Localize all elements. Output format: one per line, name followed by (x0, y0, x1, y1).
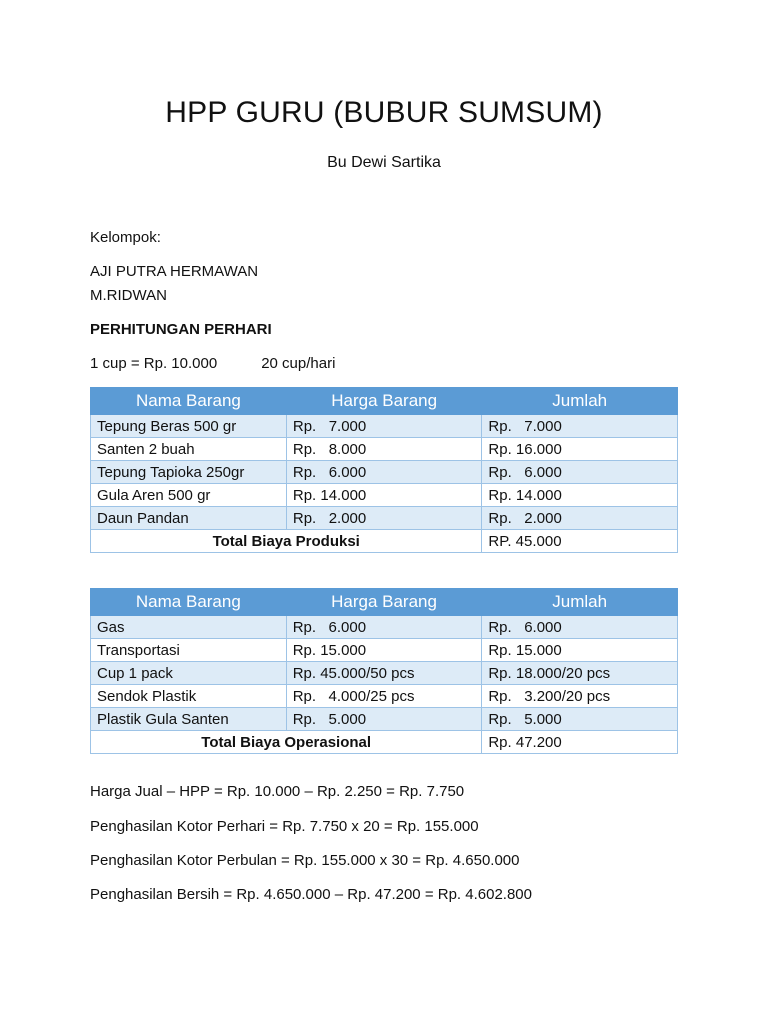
cell-item-price: Rp. 5.000 (286, 708, 482, 731)
cell-item-name: Santen 2 buah (91, 438, 287, 461)
cell-item-name: Tepung Tapioka 250gr (91, 461, 287, 484)
cell-item-name: Cup 1 pack (91, 662, 287, 685)
total-operational-value: Rp. 47.200 (482, 731, 678, 754)
cell-item-amount: Rp. 5.000 (482, 708, 678, 731)
table-row (91, 639, 678, 662)
table-row (91, 685, 678, 708)
cell-item-amount: Rp. 2.000 (482, 507, 678, 530)
table-row (91, 415, 678, 438)
cell-item-amount: Rp. 14.000 (482, 484, 678, 507)
cell-item-amount: Rp. 6.000 (482, 461, 678, 484)
cell-item-amount: Rp. 15.000 (482, 639, 678, 662)
table-header-row (91, 388, 678, 415)
cell-item-amount: Rp. 6.000 (482, 616, 678, 639)
group-label: Kelompok: (90, 229, 161, 246)
cell-item-price: Rp. 6.000 (286, 461, 482, 484)
price-per-cup: 1 cup = Rp. 10.000 (90, 355, 218, 372)
table-row (91, 438, 678, 461)
total-production-label: Total Biaya Produksi (91, 530, 482, 553)
table-total-row (91, 530, 678, 553)
cell-item-name: Gula Aren 500 gr (91, 484, 287, 507)
cell-item-amount: Rp. 18.000/20 pcs (482, 662, 678, 685)
header-item-amount: Jumlah (482, 388, 678, 415)
cell-item-price: Rp. 6.000 (286, 616, 482, 639)
calculation-gross-monthly: Penghasilan Kotor Perbulan = Rp. 155.000 x 30 = Rp. 4.650.000 (90, 852, 520, 869)
calculation-profit-per-cup: Harga Jual – HPP = Rp. 10.000 – Rp. 2.250 = Rp. 7.750 (90, 783, 465, 800)
price-info-line (90, 355, 335, 372)
table-header-row (91, 589, 678, 616)
table-row (91, 484, 678, 507)
header-item-amount: Jumlah (482, 589, 678, 616)
cell-item-name: Transportasi (91, 639, 287, 662)
calculation-net-income: Penghasilan Bersih = Rp. 4.650.000 – Rp. 47.200 = Rp. 4.602.800 (90, 886, 532, 903)
header-item-price: Harga Barang (286, 388, 482, 415)
total-operational-label: Total Biaya Operasional (91, 731, 482, 754)
table-row (91, 461, 678, 484)
header-item-name: Nama Barang (91, 388, 287, 415)
production-cost-table (90, 387, 678, 553)
cell-item-price: Rp. 4.000/25 pcs (286, 685, 482, 708)
table-row (91, 616, 678, 639)
table-total-row (91, 731, 678, 754)
cell-item-name: Sendok Plastik (91, 685, 287, 708)
cell-item-amount: Rp. 3.200/20 pcs (482, 685, 678, 708)
table-row (91, 662, 678, 685)
section-heading: PERHITUNGAN PERHARI (90, 321, 272, 338)
cell-item-price: Rp. 14.000 (286, 484, 482, 507)
operational-cost-table (90, 588, 678, 754)
header-item-name: Nama Barang (91, 589, 287, 616)
cell-item-price: Rp. 7.000 (286, 415, 482, 438)
cell-item-name: Daun Pandan (91, 507, 287, 530)
cell-item-amount: Rp. 7.000 (482, 415, 678, 438)
cups-per-day: 20 cup/hari (261, 355, 336, 372)
cell-item-name: Plastik Gula Santen (91, 708, 287, 731)
cell-item-price: Rp. 45.000/50 pcs (286, 662, 482, 685)
member-1: AJI PUTRA HERMAWAN (90, 263, 259, 280)
table-row (91, 507, 678, 530)
header-item-price: Harga Barang (286, 589, 482, 616)
table-row (91, 708, 678, 731)
document-title: HPP GURU (BUBUR SUMSUM) (165, 96, 603, 129)
cell-item-price: Rp. 8.000 (286, 438, 482, 461)
member-2: M.RIDWAN (90, 287, 167, 304)
cell-item-price: Rp. 2.000 (286, 507, 482, 530)
cell-item-name: Tepung Beras 500 gr (91, 415, 287, 438)
cell-item-price: Rp. 15.000 (286, 639, 482, 662)
cell-item-name: Gas (91, 616, 287, 639)
calculation-gross-daily: Penghasilan Kotor Perhari = Rp. 7.750 x 20 = Rp. 155.000 (90, 818, 479, 835)
document-author: Bu Dewi Sartika (327, 154, 441, 171)
total-production-value: RP. 45.000 (482, 530, 678, 553)
cell-item-amount: Rp. 16.000 (482, 438, 678, 461)
